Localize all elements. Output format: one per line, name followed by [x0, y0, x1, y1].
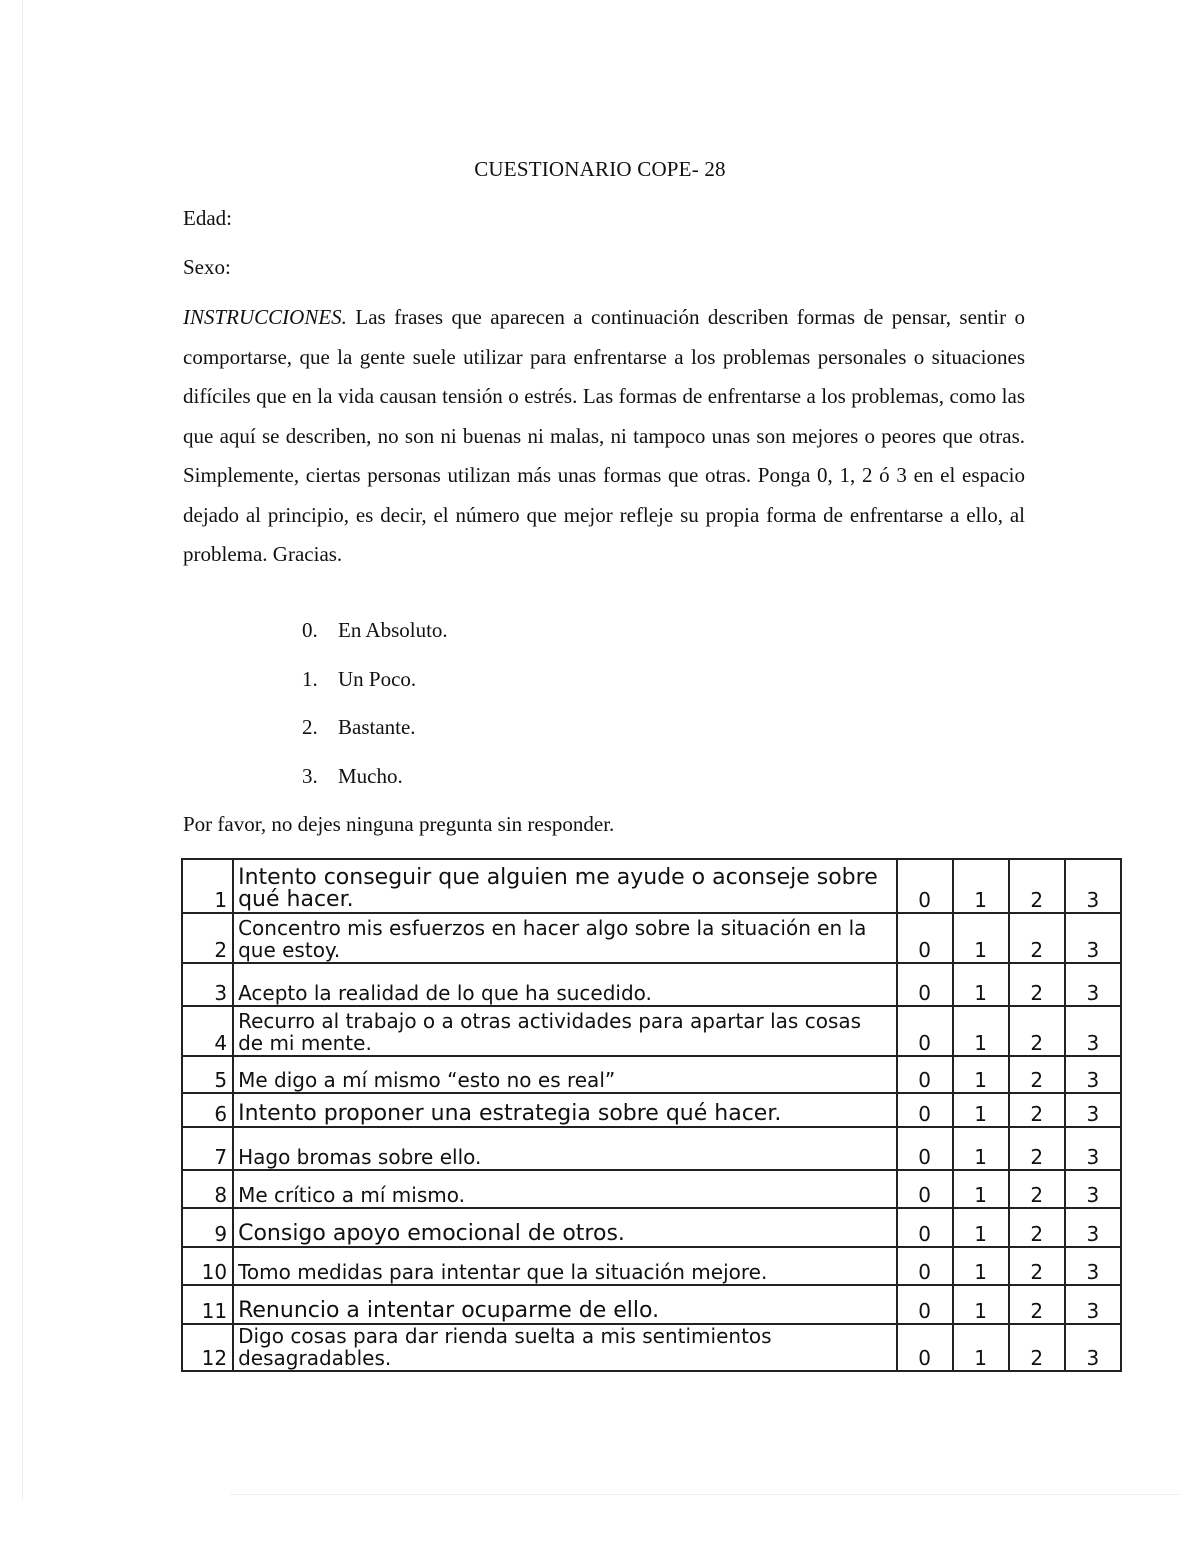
option-2[interactable]: 2: [1009, 1324, 1065, 1371]
table-row: [182, 1127, 1121, 1170]
option-1[interactable]: 1: [953, 1208, 1009, 1247]
response-scale: [302, 616, 448, 810]
option-0[interactable]: 0: [897, 859, 953, 913]
option-1[interactable]: 1: [953, 1093, 1009, 1127]
item-number: 6: [182, 1093, 233, 1127]
item-number: 9: [182, 1208, 233, 1247]
scale-label: Un Poco.: [338, 666, 417, 691]
option-3[interactable]: 3: [1065, 1093, 1121, 1127]
option-2[interactable]: 2: [1009, 859, 1065, 913]
option-2[interactable]: 2: [1009, 1247, 1065, 1285]
item-text: Me crítico a mí mismo.: [233, 1170, 896, 1208]
option-0[interactable]: 0: [897, 1324, 953, 1371]
item-text: Intento conseguir que alguien me ayude o aconseje sobre qué hacer.: [233, 859, 896, 913]
table-row: [182, 1170, 1121, 1208]
option-3[interactable]: 3: [1065, 1056, 1121, 1093]
item-number: 3: [182, 963, 233, 1006]
option-2[interactable]: 2: [1009, 1127, 1065, 1170]
item-number: 1: [182, 859, 233, 913]
option-3[interactable]: 3: [1065, 1006, 1121, 1056]
option-2[interactable]: 2: [1009, 1285, 1065, 1324]
item-number: 7: [182, 1127, 233, 1170]
scale-number: 1.: [302, 666, 318, 691]
scale-number: 3.: [302, 763, 318, 788]
table-row: [182, 913, 1121, 963]
option-1[interactable]: 1: [953, 859, 1009, 913]
item-text: Acepto la realidad de lo que ha sucedido.: [233, 963, 896, 1006]
option-3[interactable]: 3: [1065, 1170, 1121, 1208]
option-0[interactable]: 0: [897, 1006, 953, 1056]
scale-label: En Absoluto.: [338, 618, 448, 642]
option-2[interactable]: 2: [1009, 963, 1065, 1006]
item-number: 2: [182, 913, 233, 963]
item-number: 5: [182, 1056, 233, 1093]
page-edge-bottom: [230, 1494, 1180, 1495]
item-text: Concentro mis esfuerzos en hacer algo sobre la situación en la que estoy.: [233, 913, 896, 963]
option-2[interactable]: 2: [1009, 1170, 1065, 1208]
table-row: [182, 963, 1121, 1006]
item-number: 12: [182, 1324, 233, 1371]
option-1[interactable]: 1: [953, 1056, 1009, 1093]
item-number: 10: [182, 1247, 233, 1285]
option-1[interactable]: 1: [953, 1006, 1009, 1056]
table-row: [182, 859, 1121, 913]
scale-label: Mucho.: [338, 763, 403, 788]
option-1[interactable]: 1: [953, 1285, 1009, 1324]
questionnaire-table: [181, 858, 1122, 1372]
instructions-paragraph: [183, 298, 1025, 575]
option-0[interactable]: 0: [897, 1247, 953, 1285]
scale-item: [302, 616, 448, 665]
scale-item: [302, 665, 448, 714]
item-text: Recurro al trabajo o a otras actividades para apartar las cosas de mi mente.: [233, 1006, 896, 1056]
option-3[interactable]: 3: [1065, 1285, 1121, 1324]
scale-number: 0.: [302, 618, 318, 642]
option-2[interactable]: 2: [1009, 913, 1065, 963]
option-3[interactable]: 3: [1065, 913, 1121, 963]
item-number: 4: [182, 1006, 233, 1056]
option-2[interactable]: 2: [1009, 1056, 1065, 1093]
table-row: [182, 1285, 1121, 1324]
instructions-text: Las frases que aparecen a continuación describen formas de pensar, sentir o comportarse, que la gente suele utilizar para enfrentarse a los problemas personales o situaciones difíciles que en la vida causan tensión o estrés. Las formas de enfrentarse a los problemas, como las que aquí se describen, no son ni buenas ni malas, ni tampoco unas son mejores o peores que otras. Simplemente, ciertas personas utilizan más unas formas que otras. Ponga 0, 1, 2 ó 3 en el espacio dejado al principio, es decir, el número que mejor refleje su propia forma de enfrentarse a ello, al problema. Gracias.: [183, 305, 1025, 566]
table-row: [182, 1324, 1121, 1371]
option-0[interactable]: 0: [897, 1093, 953, 1127]
option-1[interactable]: 1: [953, 1324, 1009, 1371]
item-text: Digo cosas para dar rienda suelta a mis sentimientos desagradables.: [233, 1324, 896, 1371]
item-text: Intento proponer una estrategia sobre qué hacer.: [233, 1093, 896, 1127]
option-0[interactable]: 0: [897, 913, 953, 963]
item-text: Renuncio a intentar ocuparme de ello.: [233, 1285, 896, 1324]
option-0[interactable]: 0: [897, 1056, 953, 1093]
item-text: Tomo medidas para intentar que la situación mejore.: [233, 1247, 896, 1285]
option-1[interactable]: 1: [953, 1170, 1009, 1208]
option-1[interactable]: 1: [953, 913, 1009, 963]
sex-field-label: Sexo:: [183, 255, 231, 279]
option-3[interactable]: 3: [1065, 1247, 1121, 1285]
scale-label: Bastante.: [338, 715, 416, 739]
scale-number: 2.: [302, 715, 318, 739]
table-row: [182, 1056, 1121, 1093]
item-number: 11: [182, 1285, 233, 1324]
page-title: CUESTIONARIO COPE- 28: [474, 157, 726, 181]
option-0[interactable]: 0: [897, 1285, 953, 1324]
option-2[interactable]: 2: [1009, 1006, 1065, 1056]
option-3[interactable]: 3: [1065, 1324, 1121, 1371]
scale-item: [302, 713, 448, 762]
option-0[interactable]: 0: [897, 963, 953, 1006]
age-field-label: Edad:: [183, 206, 232, 230]
option-2[interactable]: 2: [1009, 1208, 1065, 1247]
table-row: [182, 1093, 1121, 1127]
option-3[interactable]: 3: [1065, 963, 1121, 1006]
answer-all-note: Por favor, no dejes ninguna pregunta sin responder.: [183, 812, 615, 836]
option-0[interactable]: 0: [897, 1127, 953, 1170]
instructions-heading: INSTRUCCIONES.: [183, 305, 347, 329]
option-1[interactable]: 1: [953, 963, 1009, 1006]
scale-item: [302, 762, 448, 811]
table-row: [182, 1247, 1121, 1285]
option-3[interactable]: 3: [1065, 1127, 1121, 1170]
option-0[interactable]: 0: [897, 1170, 953, 1208]
option-1[interactable]: 1: [953, 1247, 1009, 1285]
table-row: [182, 1006, 1121, 1056]
option-3[interactable]: 3: [1065, 859, 1121, 913]
item-text: Consigo apoyo emocional de otros.: [233, 1208, 896, 1247]
option-0[interactable]: 0: [897, 1208, 953, 1247]
item-number: 8: [182, 1170, 233, 1208]
option-1[interactable]: 1: [953, 1127, 1009, 1170]
option-2[interactable]: 2: [1009, 1093, 1065, 1127]
item-text: Hago bromas sobre ello.: [233, 1127, 896, 1170]
table-row: [182, 1208, 1121, 1247]
page-edge-left: [22, 0, 23, 1500]
option-3[interactable]: 3: [1065, 1208, 1121, 1247]
item-text: Me digo a mí mismo “esto no es real”: [233, 1056, 896, 1093]
